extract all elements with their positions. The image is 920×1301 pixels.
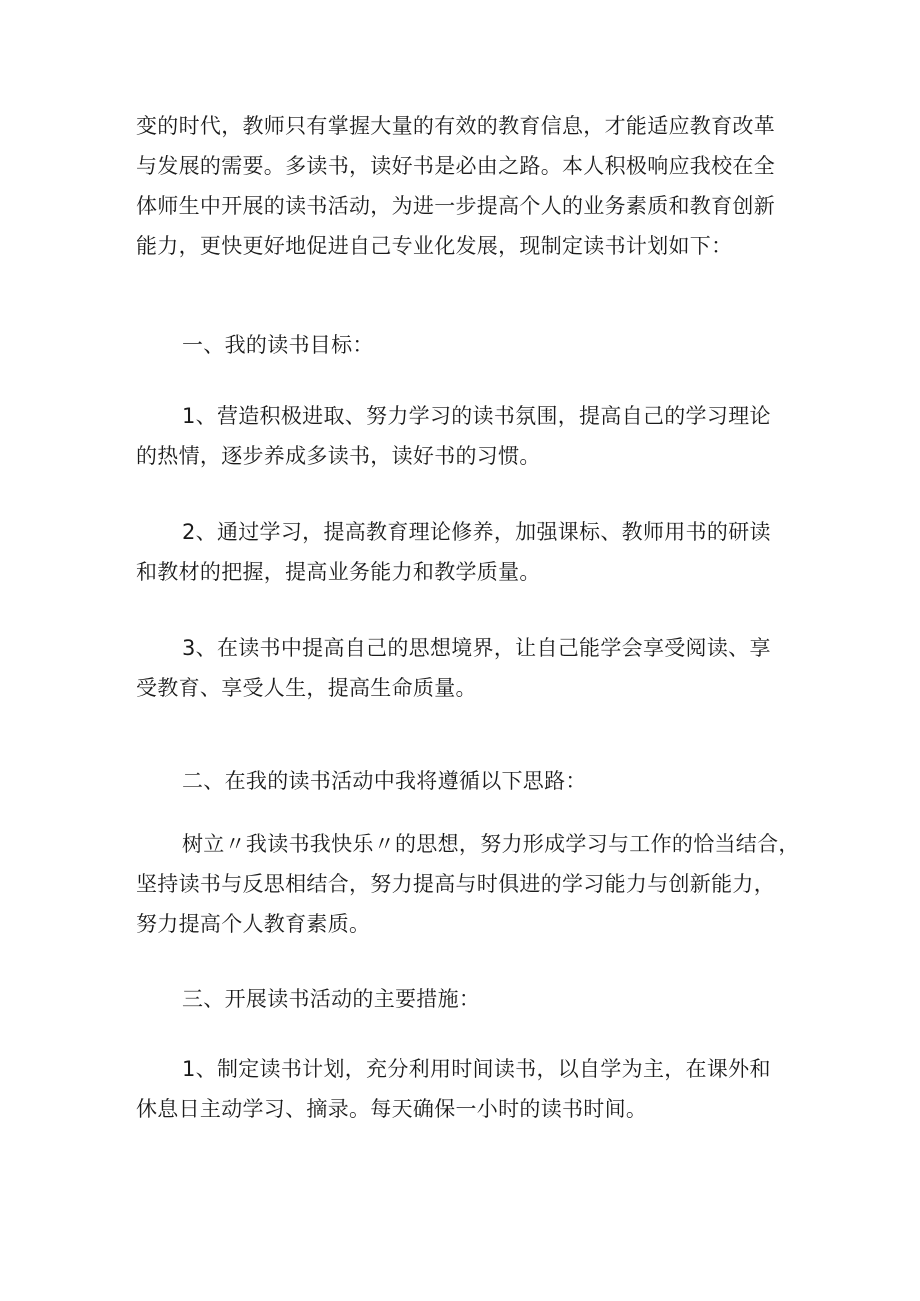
intro-paragraph [136, 106, 816, 266]
text-line: 休息日主动学习、摘录。每天确保一小时的读书时间。 [136, 1097, 648, 1121]
heading-line: 二、在我的读书活动中我将遵循以下思路： [182, 769, 587, 793]
text-line: 体师生中开展的读书活动，为进一步提高个人的业务素质和教育创新 [136, 194, 775, 218]
text-line: 能力，更快更好地促进自己专业化发展，现制定读书计划如下： [136, 234, 733, 258]
text-line: 变的时代，教师只有掌握大量的有效的教育信息，才能适应教育改革 [136, 114, 775, 138]
section-3-heading [136, 979, 816, 1019]
section-1-item-2 [136, 512, 816, 592]
section-1-heading [136, 325, 816, 365]
text-line: 受教育、享受人生，提高生命质量。 [136, 676, 477, 700]
text-line: 1、营造积极进取、努力学习的读书氛围，提高自己的学习理论 [182, 404, 771, 428]
text-line: 2、通过学习，提高教育理论修养，加强课标、教师用书的研读 [182, 520, 771, 544]
text-line: 1、制定读书计划，充分利用时间读书，以自学为主，在课外和 [182, 1057, 771, 1081]
text-line: 努力提高个人教育素质。 [136, 912, 371, 936]
section-1-item-3 [136, 628, 816, 708]
text-line: 坚持读书与反思相结合，努力提高与时俱进的学习能力与创新能力， [136, 872, 775, 896]
section-1-item-1 [136, 396, 816, 476]
text-line: 树立〃我读书我快乐〃的思想，努力形成学习与工作的恰当结合， [182, 832, 800, 856]
heading-line: 三、开展读书活动的主要措施： [182, 987, 481, 1011]
section-3-item-1 [136, 1049, 816, 1129]
heading-line: 一、我的读书目标： [182, 333, 374, 357]
section-2-body [136, 824, 816, 944]
text-line: 和教材的把握，提高业务能力和教学质量。 [136, 560, 541, 584]
section-2-heading [136, 761, 816, 801]
text-line: 的热情，逐步养成多读书，读好书的习惯。 [136, 444, 541, 468]
text-line: 3、在读书中提高自己的思想境界，让自己能学会享受阅读、享 [182, 636, 771, 660]
text-line: 与发展的需要。多读书，读好书是必由之路。本人积极响应我校在全 [136, 154, 775, 178]
